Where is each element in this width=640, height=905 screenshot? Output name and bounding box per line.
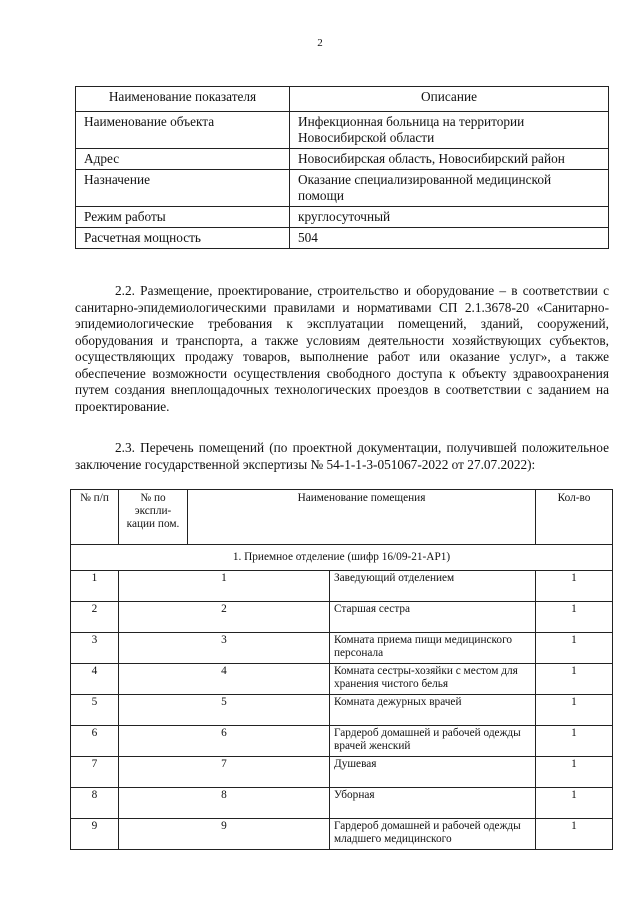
info-description-cell: Инфекционная больница на территории Новосибирской области bbox=[290, 112, 609, 149]
room-name-cell: Душевая bbox=[330, 757, 536, 788]
room-expl-cell: 5 bbox=[119, 695, 330, 726]
info-indicator-cell: Режим работы bbox=[76, 207, 290, 228]
room-num-cell: 2 bbox=[71, 602, 119, 633]
room-num-cell: 1 bbox=[71, 571, 119, 602]
table-row bbox=[71, 633, 613, 664]
room-expl-cell: 4 bbox=[119, 664, 330, 695]
room-qty-cell: 1 bbox=[536, 819, 613, 850]
info-table-row bbox=[76, 207, 609, 228]
room-qty-cell: 1 bbox=[536, 602, 613, 633]
table-row bbox=[71, 664, 613, 695]
table-row bbox=[71, 757, 613, 788]
info-indicator-cell: Адрес bbox=[76, 149, 290, 170]
room-expl-cell: 2 bbox=[119, 602, 330, 633]
info-header-indicator: Наименование показателя bbox=[76, 87, 290, 112]
room-expl-cell: 3 bbox=[119, 633, 330, 664]
room-name-cell: Старшая сестра bbox=[330, 602, 536, 633]
room-name-cell: Уборная bbox=[330, 788, 536, 819]
page-number: 2 bbox=[317, 37, 323, 49]
table-row bbox=[71, 695, 613, 726]
info-indicator-cell: Назначение bbox=[76, 170, 290, 207]
paragraph-2-3: 2.3. Перечень помещений (по проектной документации, получившей положительное заключение государственной экспертизы № 54-1-1-3-051067-2022 от 27.07.2022): bbox=[75, 440, 609, 472]
room-expl-cell: 6 bbox=[119, 726, 330, 757]
rooms-table bbox=[70, 489, 613, 850]
table-row bbox=[71, 819, 613, 850]
room-qty-cell: 1 bbox=[536, 571, 613, 602]
rooms-header-num: № п/п bbox=[71, 490, 119, 545]
room-expl-cell: 8 bbox=[119, 788, 330, 819]
room-num-cell: 3 bbox=[71, 633, 119, 664]
info-table bbox=[75, 86, 609, 249]
rooms-header-name: Наименование помещения bbox=[188, 490, 536, 545]
table-row bbox=[71, 571, 613, 602]
info-indicator-cell: Расчетная мощность bbox=[76, 228, 290, 249]
room-num-cell: 5 bbox=[71, 695, 119, 726]
room-qty-cell: 1 bbox=[536, 726, 613, 757]
paragraph-2-2: 2.2. Размещение, проектирование, строительство и оборудование – в соответствии с санитарно-эпидемиологическими правилами и нормативами СП 2.1.3678-20 «Санитарно-эпидемиологические требования к эксплуатации помещений, зданий, сооружений, оборудования и транспорта, а также условиям деятельности хозяйствующих субъектов, осуществляющих продажу товаров, выполнение работ или оказание услуг», а также обеспечение возможности осуществления свободного доступа к объекту здравоохранения путем создания внеплощадочных технологических проездов в соответствии с заданием на проектирование. bbox=[75, 283, 609, 414]
room-name-cell: Комната сестры-хозяйки с местом для хранения чистого белья bbox=[330, 664, 536, 695]
info-header-description: Описание bbox=[290, 87, 609, 112]
info-indicator-cell: Наименование объекта bbox=[76, 112, 290, 149]
room-qty-cell: 1 bbox=[536, 633, 613, 664]
info-description-cell: круглосуточный bbox=[290, 207, 609, 228]
room-name-cell: Комната дежурных врачей bbox=[330, 695, 536, 726]
room-qty-cell: 1 bbox=[536, 788, 613, 819]
rooms-section-row bbox=[71, 545, 613, 571]
rooms-header-expl: № по экспли-кации пом. bbox=[119, 490, 188, 545]
room-num-cell: 8 bbox=[71, 788, 119, 819]
rooms-header-qty: Кол-во bbox=[536, 490, 613, 545]
room-num-cell: 6 bbox=[71, 726, 119, 757]
room-expl-cell: 7 bbox=[119, 757, 330, 788]
room-qty-cell: 1 bbox=[536, 695, 613, 726]
room-name-cell: Гардероб домашней и рабочей одежды младшего медицинского bbox=[330, 819, 536, 850]
room-num-cell: 9 bbox=[71, 819, 119, 850]
room-expl-cell: 9 bbox=[119, 819, 330, 850]
room-num-cell: 7 bbox=[71, 757, 119, 788]
table-row bbox=[71, 726, 613, 757]
info-table-header-row bbox=[76, 87, 609, 112]
room-qty-cell: 1 bbox=[536, 664, 613, 695]
room-expl-cell: 1 bbox=[119, 571, 330, 602]
table-row bbox=[71, 602, 613, 633]
rooms-table-header-row bbox=[71, 490, 613, 545]
room-name-cell: Заведующий отделением bbox=[330, 571, 536, 602]
room-qty-cell: 1 bbox=[536, 757, 613, 788]
room-name-cell: Гардероб домашней и рабочей одежды врачей женский bbox=[330, 726, 536, 757]
room-name-cell: Комната приема пищи медицинского персонала bbox=[330, 633, 536, 664]
info-table-row bbox=[76, 149, 609, 170]
info-table-row bbox=[76, 170, 609, 207]
rooms-section-title: 1. Приемное отделение (шифр 16/09-21-АР1) bbox=[71, 545, 613, 571]
info-description-cell: Оказание специализированной медицинской помощи bbox=[290, 170, 609, 207]
info-table-row bbox=[76, 228, 609, 249]
room-num-cell: 4 bbox=[71, 664, 119, 695]
table-row bbox=[71, 788, 613, 819]
info-description-cell: Новосибирская область, Новосибирский район bbox=[290, 149, 609, 170]
info-description-cell: 504 bbox=[290, 228, 609, 249]
info-table-row bbox=[76, 112, 609, 149]
